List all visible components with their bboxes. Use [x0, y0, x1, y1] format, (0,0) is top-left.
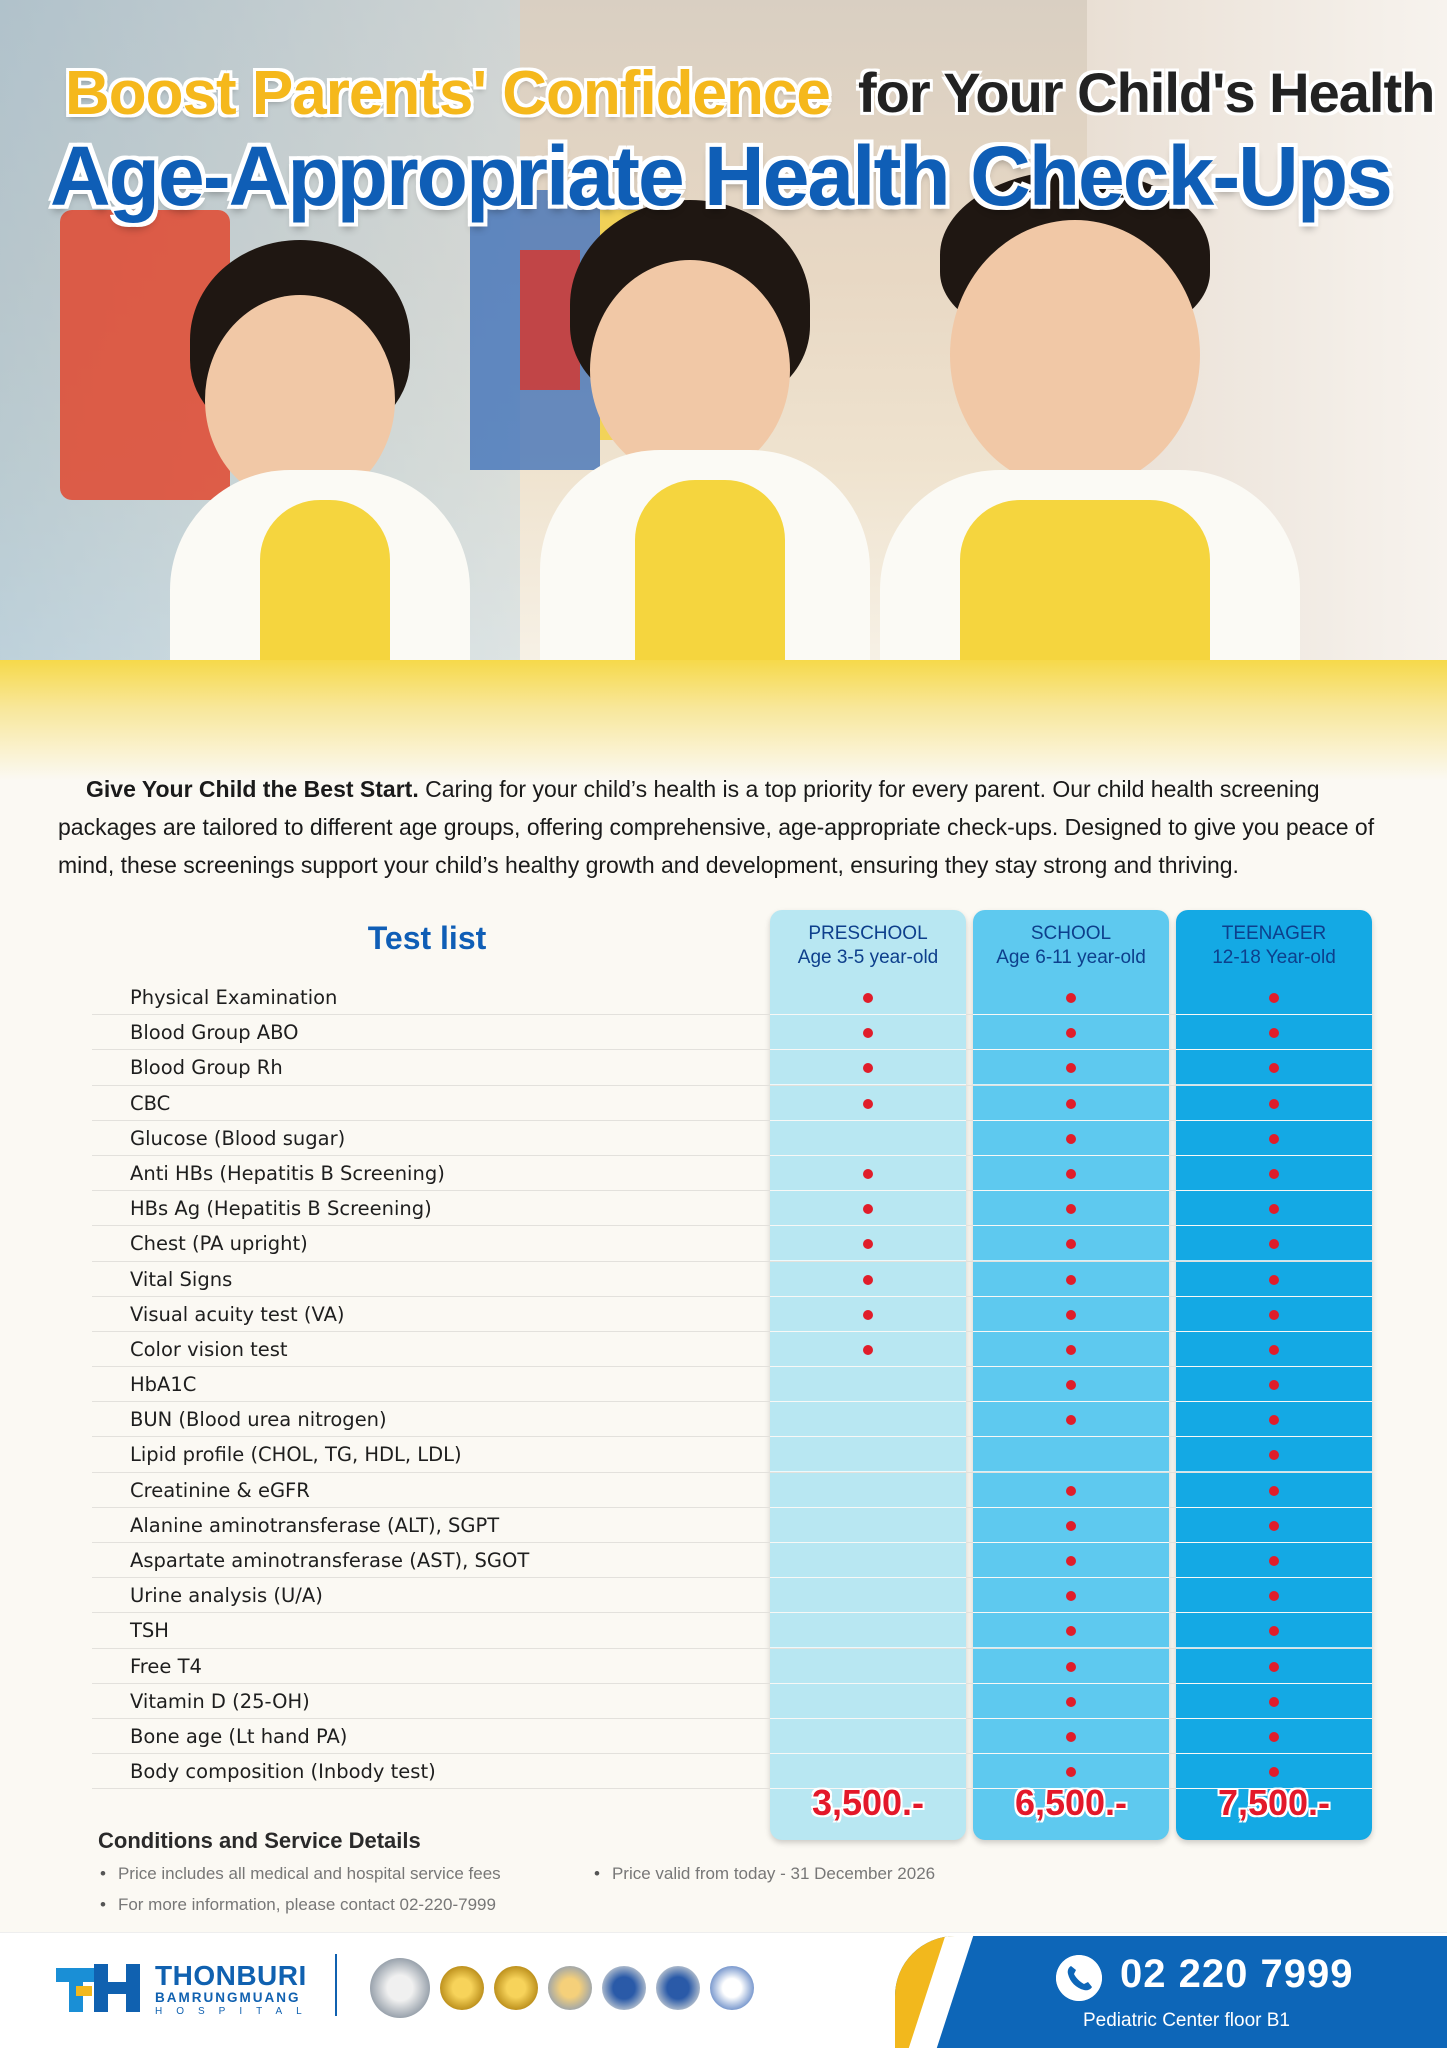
included-dot-icon — [1066, 993, 1076, 1003]
included-dot-icon — [1269, 1697, 1279, 1707]
test-label: Creatinine & eGFR — [130, 1478, 310, 1502]
table-cell — [770, 1367, 966, 1402]
table-row — [92, 1473, 1372, 1508]
included-dot-icon — [1269, 993, 1279, 1003]
table-cell — [1176, 1015, 1372, 1050]
table-row — [92, 1402, 1372, 1437]
table-row — [92, 1086, 1372, 1121]
table-cell — [1176, 1050, 1372, 1085]
included-dot-icon — [1269, 1063, 1279, 1073]
test-label: Color vision test — [130, 1337, 288, 1361]
included-dot-icon — [1066, 1486, 1076, 1496]
test-label: Lipid profile (CHOL, TG, HDL, LDL) — [130, 1443, 462, 1467]
table-cell — [1176, 1508, 1372, 1543]
table-cell — [1176, 1086, 1372, 1121]
table-cell — [973, 1578, 1169, 1613]
table-cell — [770, 1402, 966, 1437]
included-dot-icon — [1269, 1767, 1279, 1777]
intro-body: Caring for your child’s health is a top priority for every parent. Our child health screening packages are tailored to different age groups, offering comprehensive, age-appropriate check-ups. Designed to give you peace of mind, these screenings support your child’s healthy growth and development, ensuring they stay strong and thriving. — [58, 776, 1375, 878]
included-dot-icon — [1269, 1275, 1279, 1285]
included-dot-icon — [1269, 1134, 1279, 1144]
test-label: HbA1C — [130, 1373, 197, 1397]
price-preschool: 3,500.- — [811, 1782, 925, 1823]
included-dot-icon — [1066, 1732, 1076, 1742]
table-cell — [1176, 1226, 1372, 1261]
included-dot-icon — [1066, 1697, 1076, 1707]
condition-item: • Price valid from today - 31 December 2026 — [594, 1864, 935, 1884]
table-row — [92, 1578, 1372, 1613]
included-dot-icon — [1066, 1169, 1076, 1179]
test-label: Aspartate aminotransferase (AST), SGOT — [130, 1549, 530, 1572]
table-cell — [973, 1684, 1169, 1719]
logo-sub2: HOSPITAL — [155, 2006, 316, 2017]
included-dot-icon — [1269, 1169, 1279, 1179]
phone-number[interactable]: 02 220 7999 — [1120, 1952, 1354, 1996]
test-list-title: Test list — [367, 920, 487, 956]
included-dot-icon — [1269, 1486, 1279, 1496]
table-cell — [770, 1332, 966, 1367]
table-cell — [973, 1473, 1169, 1508]
included-dot-icon — [1066, 1521, 1076, 1531]
table-row — [92, 1332, 1372, 1367]
table-cell — [1176, 1332, 1372, 1367]
table-row — [92, 1050, 1372, 1085]
logo-name: THONBURI — [155, 1960, 307, 1991]
aaci-badge-icon — [656, 1966, 700, 2010]
table-cell — [770, 1050, 966, 1085]
included-dot-icon — [863, 1169, 873, 1179]
included-dot-icon — [1269, 1099, 1279, 1109]
table-cell — [770, 1262, 966, 1297]
included-dot-icon — [1066, 1767, 1076, 1777]
column-age: 12-18 Year-old — [1212, 947, 1336, 968]
test-label: Chest (PA upright) — [130, 1232, 308, 1256]
gold-award-icon — [440, 1966, 484, 2010]
headline-rest: for Your Child's Health — [858, 61, 1435, 124]
condition-item: • Price includes all medical and hospital service fees — [100, 1864, 501, 1884]
test-label: Blood Group ABO — [130, 1021, 299, 1045]
intro-lead: Give Your Child the Best Start. — [86, 776, 419, 802]
test-label: CBC — [130, 1091, 171, 1115]
table-cell — [973, 1262, 1169, 1297]
conditions-title: Conditions and Service Details — [98, 1828, 421, 1853]
table-row — [92, 1613, 1372, 1648]
quality-award-icon — [548, 1966, 592, 2010]
table-cell — [770, 1684, 966, 1719]
table-cell — [770, 1015, 966, 1050]
table-row — [92, 1262, 1372, 1297]
table-cell — [1176, 1121, 1372, 1156]
table-cell — [1176, 1437, 1372, 1472]
table-cell — [973, 1508, 1169, 1543]
included-dot-icon — [1269, 1415, 1279, 1425]
included-dot-icon — [1066, 1204, 1076, 1214]
table-cell — [770, 1473, 966, 1508]
headline-subtitle: Age-Appropriate Health Check-Ups — [50, 129, 1391, 223]
headline-highlight: Boost Parents' Confidence — [65, 59, 830, 128]
table-cell — [770, 1719, 966, 1754]
included-dot-icon — [1066, 1345, 1076, 1355]
test-label: Anti HBs (Hepatitis B Screening) — [130, 1161, 445, 1185]
included-dot-icon — [1269, 1591, 1279, 1601]
test-label: TSH — [130, 1619, 169, 1643]
phone-icon — [1056, 1955, 1102, 2001]
table-row — [92, 980, 1372, 1015]
table-cell — [770, 1508, 966, 1543]
table-cell — [973, 1367, 1169, 1402]
included-dot-icon — [863, 993, 873, 1003]
included-dot-icon — [1269, 1028, 1279, 1038]
test-label: Physical Examination — [130, 986, 338, 1009]
table-cell — [770, 1156, 966, 1191]
award-badge-icon — [370, 1958, 430, 2018]
table-cell — [973, 1543, 1169, 1578]
table-cell — [1176, 1649, 1372, 1684]
included-dot-icon — [863, 1310, 873, 1320]
table-cell — [1176, 1367, 1372, 1402]
included-dot-icon — [863, 1239, 873, 1249]
table-cell — [973, 1719, 1169, 1754]
location-text: Pediatric Center floor B1 — [1083, 2010, 1290, 2031]
included-dot-icon — [863, 1063, 873, 1073]
table-cell — [973, 1437, 1169, 1472]
included-dot-icon — [1066, 1275, 1076, 1285]
table-cell — [770, 1191, 966, 1226]
included-dot-icon — [863, 1028, 873, 1038]
table-cell — [973, 1156, 1169, 1191]
table-cell — [973, 1297, 1169, 1332]
included-dot-icon — [1066, 1063, 1076, 1073]
test-label: Alanine aminotransferase (ALT), SGPT — [130, 1513, 500, 1537]
included-dot-icon — [1066, 1134, 1076, 1144]
table-cell — [973, 1613, 1169, 1648]
test-label: BUN (Blood urea nitrogen) — [130, 1408, 387, 1432]
test-label: Urine analysis (U/A) — [130, 1584, 323, 1608]
table-cell — [973, 1226, 1169, 1261]
included-dot-icon — [863, 1275, 873, 1285]
table-cell — [770, 1437, 966, 1472]
column-age: Age 6-11 year-old — [996, 947, 1146, 968]
table-cell — [973, 1121, 1169, 1156]
test-label: Glucose (Blood sugar) — [130, 1126, 346, 1150]
table-cell — [1176, 1156, 1372, 1191]
included-dot-icon — [1066, 1556, 1076, 1566]
included-dot-icon — [1269, 1239, 1279, 1249]
intro-paragraph — [58, 770, 1378, 884]
table-row — [92, 1719, 1372, 1754]
included-dot-icon — [1066, 1415, 1076, 1425]
test-label: Bone age (Lt hand PA) — [130, 1724, 348, 1748]
table-cell — [1176, 1684, 1372, 1719]
logo-divider — [335, 1954, 337, 2016]
column-age: Age 3-5 year-old — [797, 947, 939, 968]
table-cell — [973, 1402, 1169, 1437]
test-label: Vital Signs — [130, 1267, 233, 1291]
included-dot-icon — [1066, 1028, 1076, 1038]
included-dot-icon — [1269, 1662, 1279, 1672]
table-cell — [1176, 1191, 1372, 1226]
column-header-school — [973, 922, 1169, 970]
included-dot-icon — [863, 1099, 873, 1109]
table-row — [92, 1508, 1372, 1543]
included-dot-icon — [1066, 1626, 1076, 1636]
included-dot-icon — [1269, 1450, 1279, 1460]
included-dot-icon — [1269, 1626, 1279, 1636]
aaci-badge-icon — [602, 1966, 646, 2010]
table-cell — [973, 1015, 1169, 1050]
included-dot-icon — [1066, 1591, 1076, 1601]
table-cell — [1176, 1297, 1372, 1332]
table-row — [92, 1191, 1372, 1226]
included-dot-icon — [1269, 1345, 1279, 1355]
price-school: 6,500.- — [1014, 1782, 1128, 1823]
test-label: Vitamin D (25-OH) — [130, 1689, 310, 1713]
table-row — [92, 1121, 1372, 1156]
table-row — [92, 1649, 1372, 1684]
table-cell — [973, 980, 1169, 1015]
table-cell — [1176, 1402, 1372, 1437]
included-dot-icon — [863, 1204, 873, 1214]
logo-sub: BAMRUNGMUANG — [155, 1990, 301, 2005]
included-dot-icon — [1066, 1310, 1076, 1320]
column-header-teenager — [1176, 922, 1372, 970]
table-cell — [1176, 1543, 1372, 1578]
test-label: HBs Ag (Hepatitis B Screening) — [130, 1197, 432, 1221]
table-row — [92, 1437, 1372, 1472]
table-cell — [1176, 1613, 1372, 1648]
table-row — [92, 1297, 1372, 1332]
table-cell — [1176, 1719, 1372, 1754]
included-dot-icon — [1269, 1732, 1279, 1742]
included-dot-icon — [1269, 1380, 1279, 1390]
test-label: Body composition (Inbody test) — [130, 1760, 436, 1784]
table-row — [92, 1226, 1372, 1261]
table-cell — [770, 1226, 966, 1261]
price-teenager: 7,500.- — [1217, 1782, 1331, 1823]
table-cell — [770, 1578, 966, 1613]
included-dot-icon — [1066, 1239, 1076, 1249]
table-cell — [973, 1191, 1169, 1226]
included-dot-icon — [1269, 1556, 1279, 1566]
included-dot-icon — [863, 1345, 873, 1355]
included-dot-icon — [1269, 1310, 1279, 1320]
test-label: Free T4 — [130, 1654, 202, 1678]
hospital-logo-icon — [56, 1962, 144, 2016]
table-cell — [973, 1332, 1169, 1367]
table-cell — [1176, 980, 1372, 1015]
column-name: PRESCHOOL — [808, 923, 928, 944]
table-cell — [770, 1649, 966, 1684]
table-row — [92, 1684, 1372, 1719]
test-label: Blood Group Rh — [130, 1056, 283, 1080]
table-row — [92, 1156, 1372, 1191]
table-row — [92, 1543, 1372, 1578]
table-cell — [770, 1121, 966, 1156]
test-table — [92, 980, 1372, 1789]
column-name: SCHOOL — [1030, 923, 1112, 944]
table-cell — [770, 1613, 966, 1648]
table-cell — [973, 1050, 1169, 1085]
table-cell — [770, 1543, 966, 1578]
table-cell — [770, 1297, 966, 1332]
column-name: TEENAGER — [1221, 923, 1327, 944]
included-dot-icon — [1066, 1380, 1076, 1390]
test-label: Visual acuity test (VA) — [130, 1302, 345, 1326]
table-row — [92, 1367, 1372, 1402]
table-cell — [973, 1649, 1169, 1684]
table-cell — [1176, 1473, 1372, 1508]
table-cell — [770, 980, 966, 1015]
table-cell — [973, 1086, 1169, 1121]
condition-item: • For more information, please contact 02-220-7999 — [100, 1895, 496, 1915]
accreditation-badge-icon — [710, 1966, 754, 2010]
column-header-preschool — [770, 922, 966, 970]
table-row — [92, 1015, 1372, 1050]
gold-award-icon — [494, 1966, 538, 2010]
included-dot-icon — [1269, 1521, 1279, 1531]
included-dot-icon — [1066, 1099, 1076, 1109]
included-dot-icon — [1269, 1204, 1279, 1214]
table-cell — [1176, 1262, 1372, 1297]
included-dot-icon — [1066, 1662, 1076, 1672]
table-cell — [770, 1086, 966, 1121]
table-cell — [1176, 1578, 1372, 1613]
